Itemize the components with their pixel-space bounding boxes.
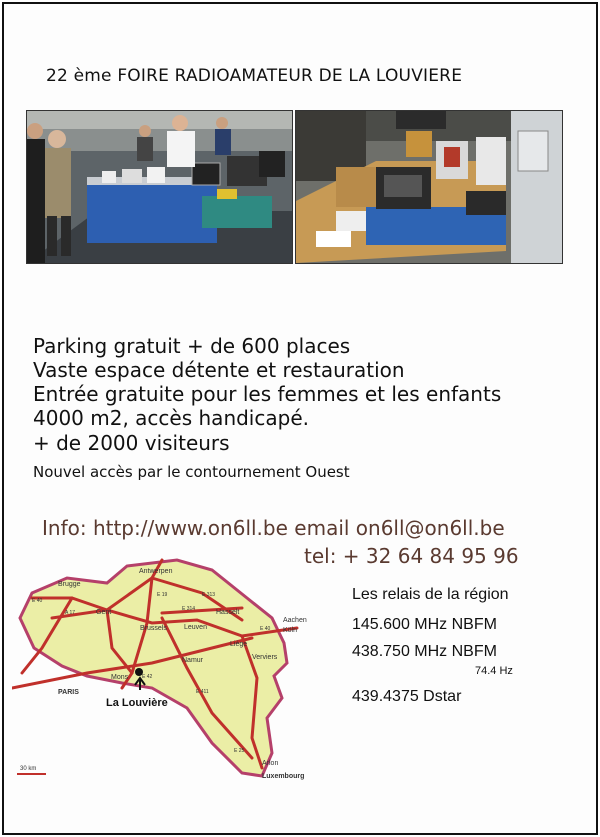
feature-area-access: 4000 m2, accès handicapé. (33, 406, 309, 430)
road-label-e314: E 314 (182, 606, 196, 612)
contact-phone: tel: + 32 64 84 95 96 (304, 544, 519, 568)
feature-visitors: + de 2000 visiteurs (33, 431, 230, 455)
access-note: Nouvel accès par le contournement Ouest (33, 463, 350, 481)
road-label-e25: E 25 (234, 748, 245, 754)
map-scale-label: 30 km (20, 766, 37, 772)
city-luxembourg: Luxembourg (262, 773, 305, 780)
contact-info: Info: http://www.on6ll.be email on6ll@on6ll.be (42, 516, 505, 540)
city-antwerpen: Antwerpen (139, 568, 173, 575)
city-mons: Mons (111, 674, 129, 681)
city-paris: PARIS (58, 689, 79, 696)
road-label-a17: A 17 (65, 610, 76, 616)
road-label-e42: E 42 (142, 674, 153, 680)
belgium-outline (20, 560, 287, 776)
relay-item-1: 145.600 MHz NBFM (352, 616, 497, 633)
la-louviere-dot (135, 668, 143, 676)
city-namur: Namur (182, 657, 204, 664)
city-koln: Köln (283, 627, 298, 634)
road-label-e411: E 411 (196, 689, 209, 695)
page-title: 22 ème FOIRE RADIOAMATEUR DE LA LOUVIERE (46, 66, 463, 86)
relay-item-2: 438.750 MHz NBFM (352, 643, 497, 660)
feature-free-entry: Entrée gratuite pour les femmes et les enfants (33, 382, 502, 406)
city-hasselt: Hasselt (216, 609, 240, 616)
city-verviers: Verviers (252, 654, 278, 661)
road-label-e313: E 313 (202, 592, 216, 598)
city-gent: Gent (96, 609, 112, 616)
city-arlon: Arlon (262, 760, 279, 767)
road-label-e40-east: E 40 (260, 626, 271, 632)
photo-fair-tables (26, 110, 293, 264)
city-brugge: Brugge (58, 581, 81, 588)
photo-equipment (295, 110, 563, 264)
city-brussels: Brussels (140, 625, 167, 632)
city-leuven: Leuven (184, 624, 207, 631)
relay-item-3: 439.4375 Dstar (352, 688, 462, 705)
city-aachen: Aachen (283, 617, 307, 624)
city-la-louviere: La Louvière (106, 697, 168, 709)
relays-heading: Les relais de la région (352, 586, 509, 603)
feature-relax-area: Vaste espace détente et restauration (33, 358, 405, 382)
feature-parking: Parking gratuit + de 600 places (33, 334, 351, 358)
road-label-e19: E 19 (157, 592, 168, 598)
city-liege: Liège (230, 641, 248, 648)
road-label-e40-west: E 40 (32, 598, 43, 604)
belgium-map (12, 548, 312, 788)
relay-item-2-note: 74.4 Hz (475, 665, 513, 677)
